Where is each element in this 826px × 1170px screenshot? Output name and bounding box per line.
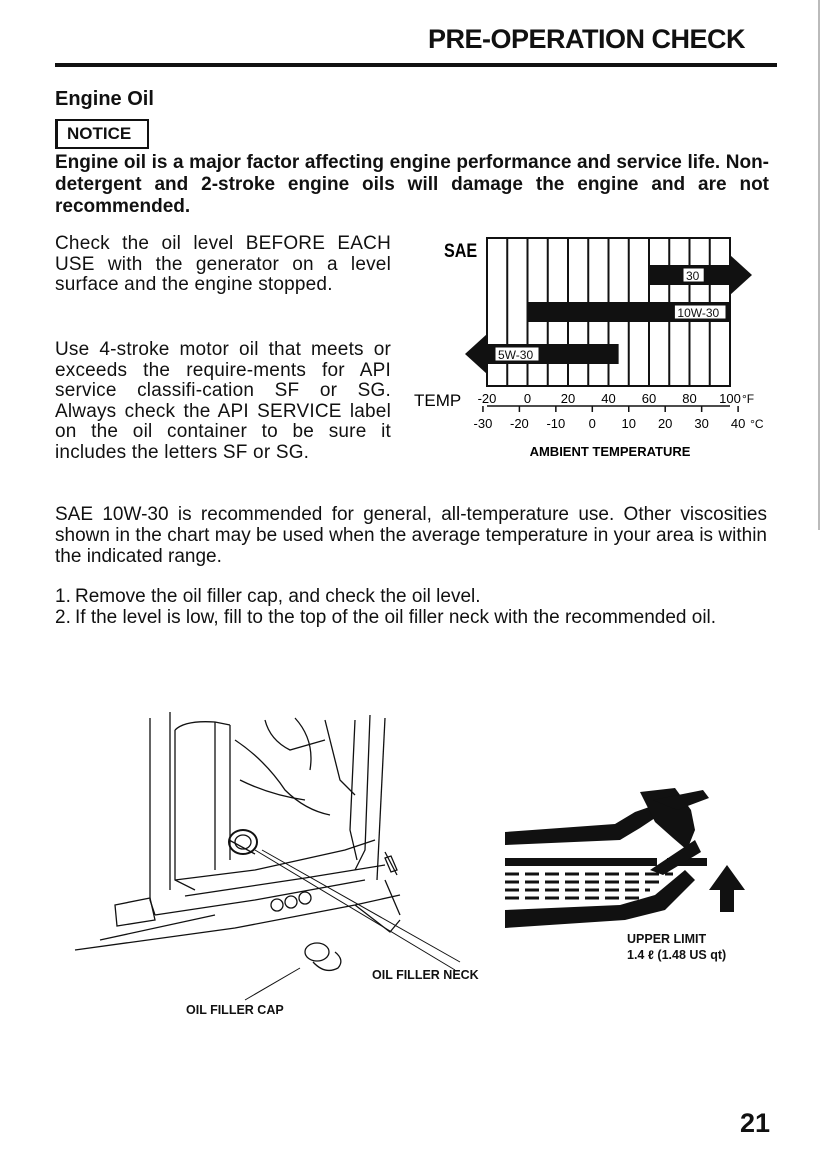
list-item [55, 586, 767, 607]
c-tick-label: 10 [621, 416, 636, 431]
step-number: 1. [55, 586, 71, 607]
c-tick-label: 0 [588, 416, 596, 431]
bar-label: 5W-30 [498, 348, 534, 362]
f-tick-label: 0 [523, 391, 532, 406]
bar-arrow-right [730, 255, 752, 295]
c-tick-label: 40 [730, 416, 746, 431]
list-item [55, 607, 767, 628]
chart-xlabel: AMBIENT TEMPERATURE [529, 444, 691, 459]
f-tick-label: 40 [601, 391, 616, 406]
viscosity-bar-5w-30 [465, 334, 619, 374]
paragraph-sae-recommendation: SAE 10W-30 is recommended for general, all-temperature use. Other viscosities shown in the chart may be used when the average temperature in your area is within the indicated range. [55, 504, 767, 567]
notice-badge: NOTICE [55, 119, 149, 149]
bar-label: 10W-30 [677, 306, 720, 320]
header-rule [55, 63, 777, 67]
step-number: 2. [55, 607, 71, 628]
f-tick-label: 100 [719, 391, 741, 406]
page-title: PRE-OPERATION CHECK [428, 24, 746, 54]
viscosity-chart [410, 228, 780, 468]
f-tick-label: 20 [560, 391, 576, 406]
oil-filler-neck-label: OIL FILLER NECK [372, 968, 479, 982]
c-tick-label: -10 [546, 416, 566, 431]
viscosity-bar-30 [649, 255, 752, 295]
f-tick-label: 80 [682, 391, 697, 406]
viscosity-bar-10w-30 [528, 302, 731, 322]
c-tick-label: 20 [657, 416, 673, 431]
f-unit-label: °F [742, 392, 755, 406]
c-tick-label: 30 [694, 416, 709, 431]
bar-label: 30 [686, 269, 700, 283]
chart-title: SAE [444, 239, 478, 262]
section-title: Engine Oil [55, 88, 154, 110]
step-text: If the level is low, fill to the top of the oil filler neck with the recommended oil. [75, 607, 717, 628]
f-tick-label: 60 [641, 391, 657, 406]
upper-limit-label: UPPER LIMIT [627, 932, 707, 946]
c-tick-label: -20 [510, 416, 529, 431]
bar-arrow-left [465, 334, 487, 374]
step-text: Remove the oil filler cap, and check the oil level. [75, 586, 481, 607]
oil-filler-cap-label: OIL FILLER CAP [186, 1003, 284, 1017]
temp-axis-label: TEMP [414, 391, 462, 410]
notice-text: Engine oil is a major factor affecting engine performance and service life. Non-detergent and 2-stroke engine oils will damage the engine and are not recommended. [55, 152, 769, 217]
f-tick-label: -20 [477, 391, 497, 406]
steps-list [55, 586, 767, 628]
oil-capacity-label: 1.4 ℓ (1.48 US qt) [627, 948, 727, 962]
c-unit-label: °C [750, 417, 764, 431]
paragraph-check-level: Check the oil level BEFORE EACH USE with the generator on a level surface and the engine stopped. [55, 233, 391, 295]
page-edge [818, 0, 820, 530]
page-number: 21 [740, 1108, 771, 1138]
paragraph-oil-type: Use 4-stroke motor oil that meets or exceeds the require-ments for API service classifi-cation SF or SG. Always check the API SERVICE label on the oil container to be sure it includes the letters SF or SG. [55, 339, 391, 463]
c-tick-label: -30 [473, 416, 493, 431]
